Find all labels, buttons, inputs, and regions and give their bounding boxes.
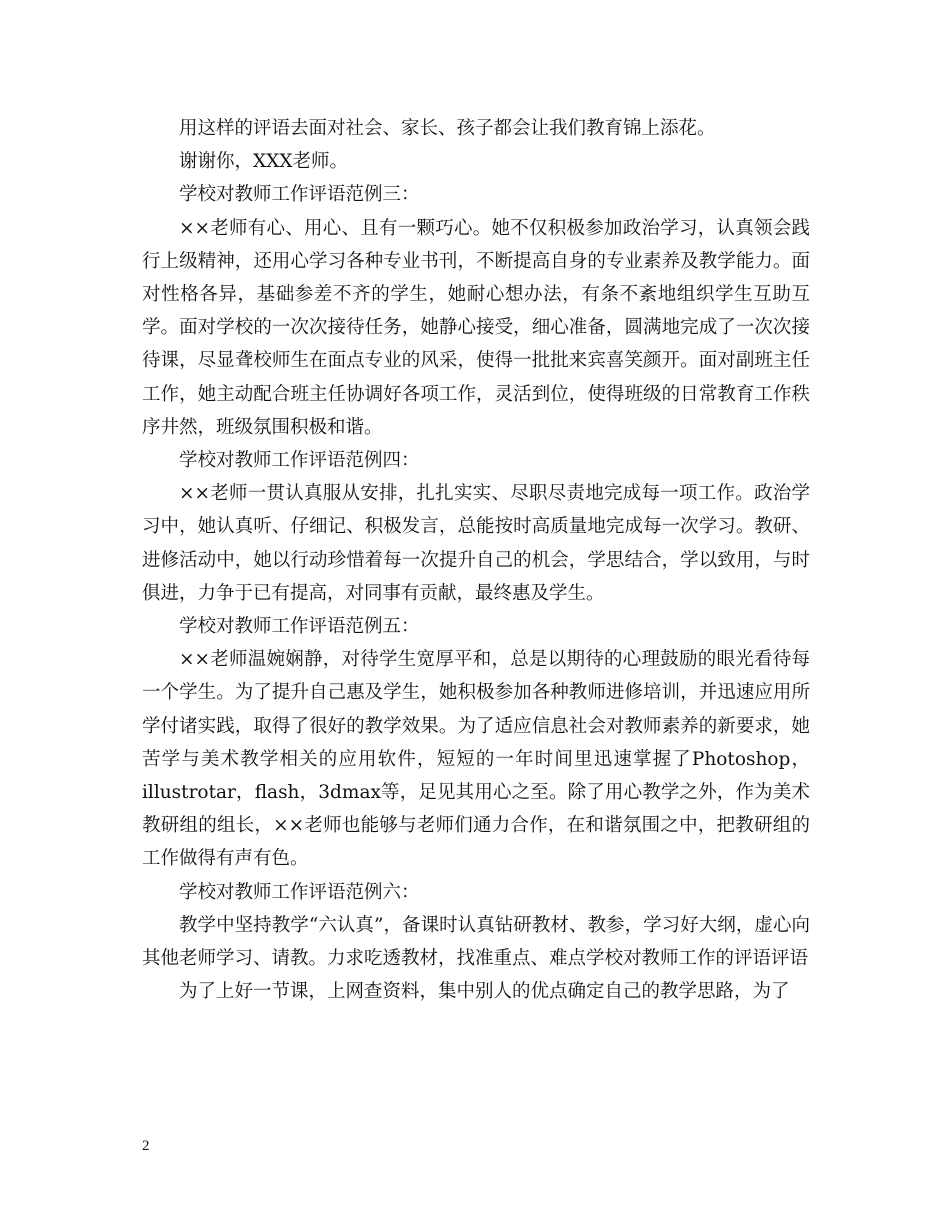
paragraph-example-three: ××老师有心、用心、且有一颗巧心。她不仅积极参加政治学习，认真领会践行上级精神，还用心学习各种专业书刊，不断提高自身的专业素养及教学能力。面对性格各异，基础参差不齐的学生，她耐心想办法，有条不紊地组织学生互助互学。面对学校的一次次接待任务，她静心接受，细心准备，圆满地完成了一次次接待课，尽显聋校师生在面点专业的风采，使得一批批来宾喜笑颜开。面对副班主任工作，她主动配合班主任协调好各项工作，灵活到位，使得班级的日常教育工作秩序井然，班级氛围积极和谐。: [142, 217, 810, 438]
heading-example-four: 学校对教师工作评语范例四：: [179, 450, 420, 472]
paragraph-closing-remark: 用这样的评语去面对社会、家长、孩子都会让我们教育锦上添花。: [179, 118, 716, 139]
paragraph-thanks: 谢谢你，XXX老师。: [179, 151, 349, 173]
paragraph-example-five: ××老师温婉娴静，对待学生宽厚平和，总是以期待的心理鼓励的眼光看待每一个学生。为了提升自己惠及学生，她积极参加各种教师进修培训，并迅速应用所学付诸实践，取得了很好的教学效果。为了适应信息社会对教师素养的新要求，她苦学与美术教学相关的应用软件，短短的一年时间里迅速掌握了Photoshop，illustrotar，flash，3dmax等，足见其用心之至。除了用心教学之外，作为美术教研组的组长，××老师也能够与老师们通力合作，在和谐氛围之中，把教研组的工作做得有声有色。: [142, 649, 810, 870]
heading-example-three: 学校对教师工作评语范例三：: [179, 184, 420, 206]
paragraph-continued: 为了上好一节课，上网查资料，集中别人的优点确定自己的教学思路，为了: [179, 981, 790, 1003]
heading-example-five: 学校对教师工作评语范例五：: [179, 616, 420, 638]
paragraph-example-six: 教学中坚持教学“六认真”，备课时认真钻研教材、教参，学习好大纲，虚心向其他老师学习、请教。力求吃透教材，找准重点、难点学校对教师工作的评语评语: [142, 914, 810, 970]
page-number: 2: [142, 1138, 150, 1154]
paragraph-example-four: ××老师一贯认真服从安排，扎扎实实、尽职尽责地完成每一项工作。政治学习中，她认真听、仔细记、积极发言，总能按时高质量地完成每一次学习。教研、进修活动中，她以行动珍惜着每一次提升自己的机会，学思结合，学以致用，与时俱进，力争于已有提高，对同事有贡献，最终惠及学生。: [142, 483, 810, 604]
heading-example-six: 学校对教师工作评语范例六：: [179, 881, 420, 903]
document-body: [142, 112, 810, 1008]
